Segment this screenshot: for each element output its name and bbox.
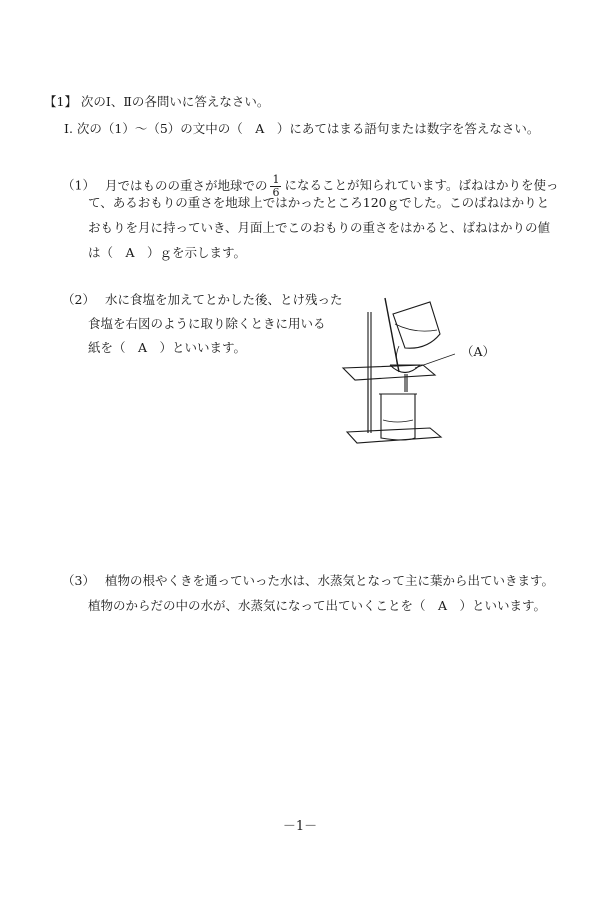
- question-2-number: （2）: [62, 292, 95, 307]
- question-2-line-3: 紙を（ A ）といいます。: [88, 340, 247, 355]
- question-3-text-1: 植物の根やくきを通っていった水は、水蒸気となって主に葉から出ていきます。: [104, 573, 554, 588]
- question-1-text-after-fraction: になることが知られています。ばねはかりを使っ: [284, 177, 559, 193]
- figure-label-a: （A）: [461, 344, 496, 359]
- question-3-number: （3）: [62, 573, 95, 588]
- ring-support: [343, 365, 435, 380]
- question-1-text-before-fraction: 月ではものの重さが地球での: [104, 177, 268, 193]
- question-1-number: （1）: [62, 177, 95, 193]
- filtration-apparatus-figure: [335, 290, 455, 460]
- question-2-line-2: 食塩を右図のように取り除くときに用いる: [88, 316, 326, 331]
- page-number: －1－: [282, 819, 318, 834]
- question-1-line-3: おもりを月に持っていき、月面上でこのおもりの重さをはかると、ばねはかりの値: [88, 220, 551, 235]
- label-leader-line: [415, 354, 455, 368]
- section-instruction: Ⅰ. 次の（1）～（5）の文中の（ A ）にあてはまる語句または数字を答えなさい。: [64, 121, 540, 136]
- question-3-line-1: [62, 575, 554, 588]
- pouring-beaker: [393, 302, 440, 348]
- question-1-line-2: て、あるおもりの重さを地球上ではかったところ120ｇでした。このばねはかりと: [88, 195, 550, 210]
- fraction-numerator: 1: [272, 173, 280, 186]
- question-2-text-1: 水に食塩を加えてとかした後、とけ残った: [104, 292, 343, 307]
- fraction-denominator: 6: [272, 185, 280, 199]
- section-heading: 【1】 次のⅠ、Ⅱの各問いに答えなさい。: [44, 94, 270, 109]
- question-1-line-4: は（ A ）ｇを示します。: [88, 245, 247, 260]
- stand-base: [347, 428, 441, 443]
- beaker: [381, 394, 415, 440]
- question-3-line-2: 植物のからだの中の水が、水蒸気になって出ていくことを（ A ）といいます。: [88, 598, 547, 613]
- question-2-line-1: [62, 294, 342, 307]
